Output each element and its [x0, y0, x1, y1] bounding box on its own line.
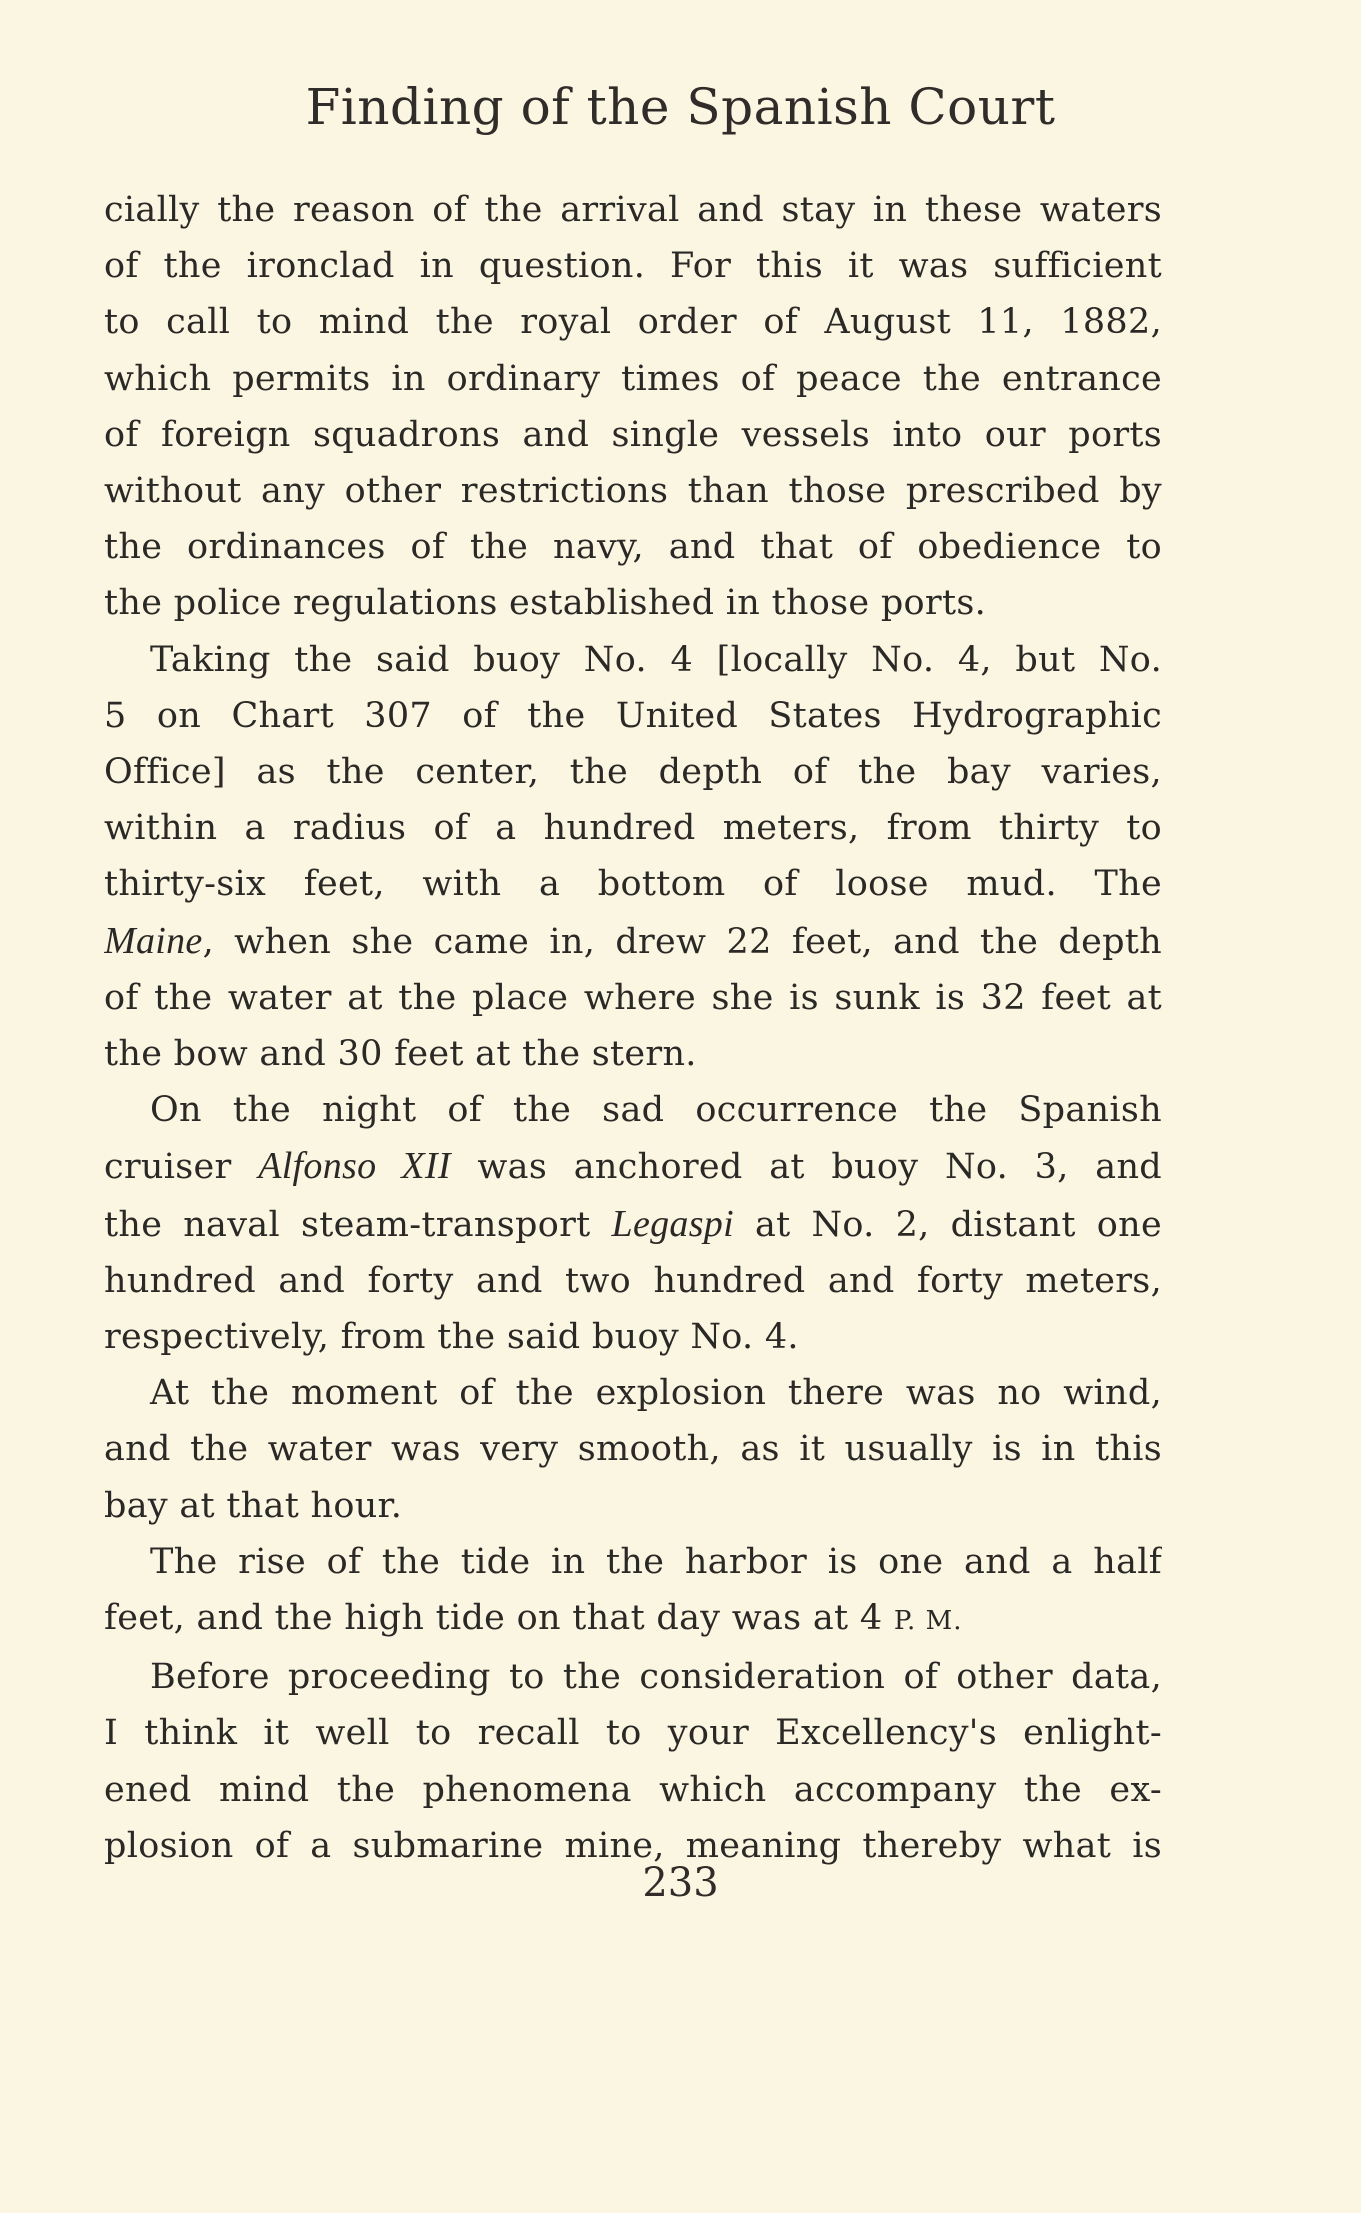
paragraph-start-line: At the moment of the explosion there was no wind,	[150, 1373, 1162, 1414]
paragraph-start-line: Before proceeding to the consideration of other data,	[150, 1657, 1162, 1698]
time-pm: P. M.	[893, 1606, 963, 1637]
text-line: of foreign squadrons and single vessels into our ports	[104, 414, 1162, 455]
ship-name-maine: Maine	[104, 919, 203, 962]
text-line: cially the reason of the arrival and stay in these waters	[104, 190, 1162, 230]
text-line: to call to mind the royal order of August 11, 1882,	[104, 302, 1162, 343]
text-line-with-ship-name	[104, 1138, 1162, 1195]
text-line-with-time	[104, 1590, 1162, 1649]
ship-name-alfonso: Alfonso XII	[258, 1145, 451, 1188]
text-line: respectively, from the said buoy No. 4.	[104, 1317, 799, 1358]
text-line: within a radius of a hundred meters, from thirty to	[104, 808, 1162, 849]
text-line: 5 on Chart 307 of the United States Hydrographic	[104, 695, 1162, 736]
paragraph-start-line: On the night of the sad occurrence the Spanish	[150, 1090, 1162, 1131]
text-line-with-ship-name	[104, 913, 1162, 970]
line-remainder: , when she came in, drew 22 feet, and the depth	[202, 921, 1162, 962]
text-line: of the ironclad in question. For this it was sufficient	[104, 246, 1162, 287]
text-line: I think it well to recall to your Excellency's enlight-	[104, 1713, 1162, 1754]
line-remainder: was anchored at buoy No. 3, and	[450, 1147, 1162, 1188]
paragraph-start-line: The rise of the tide in the harbor is one and a half	[150, 1541, 1162, 1582]
text-line: thirty-six feet, with a bottom of loose mud. The	[104, 864, 1162, 905]
text-line: hundred and forty and two hundred and forty meters,	[104, 1260, 1162, 1301]
paragraph-start-line: Taking the said buoy No. 4 [locally No. 4, but No.	[150, 639, 1162, 680]
line-start: the naval steam-transport	[104, 1204, 612, 1245]
line-start: feet, and the high tide on that day was at 4	[104, 1598, 894, 1639]
text-line: the police regulations established in those ports.	[104, 583, 987, 624]
text-line-with-ship-name	[104, 1196, 1162, 1253]
text-line: ened mind the phenomena which accompany the ex-	[104, 1769, 1162, 1810]
running-head-title: Finding of the Spanish Court	[305, 78, 1056, 136]
ship-name-legaspi: Legaspi	[611, 1202, 734, 1245]
text-line: the bow and 30 feet at the stern.	[104, 1034, 697, 1075]
text-line: the ordinances of the navy, and that of obedience to	[104, 527, 1162, 568]
line-remainder: at No. 2, distant one	[733, 1204, 1162, 1245]
body-text	[104, 182, 1162, 1874]
text-line: plosion of a submarine mine, meaning thereby what is	[104, 1825, 1162, 1866]
text-line: bay at that hour.	[104, 1485, 403, 1526]
text-line: Office] as the center, the depth of the bay varies,	[104, 752, 1162, 793]
text-line: and the water was very smooth, as it usually is in this	[104, 1429, 1162, 1470]
page-number: 233	[642, 1860, 719, 1906]
text-line: of the water at the place where she is sunk is 32 feet at	[104, 977, 1162, 1018]
text-line: which permits in ordinary times of peace the entrance	[104, 358, 1162, 399]
line-start: cruiser	[104, 1147, 259, 1188]
text-line: without any other restrictions than those prescribed by	[104, 471, 1162, 512]
